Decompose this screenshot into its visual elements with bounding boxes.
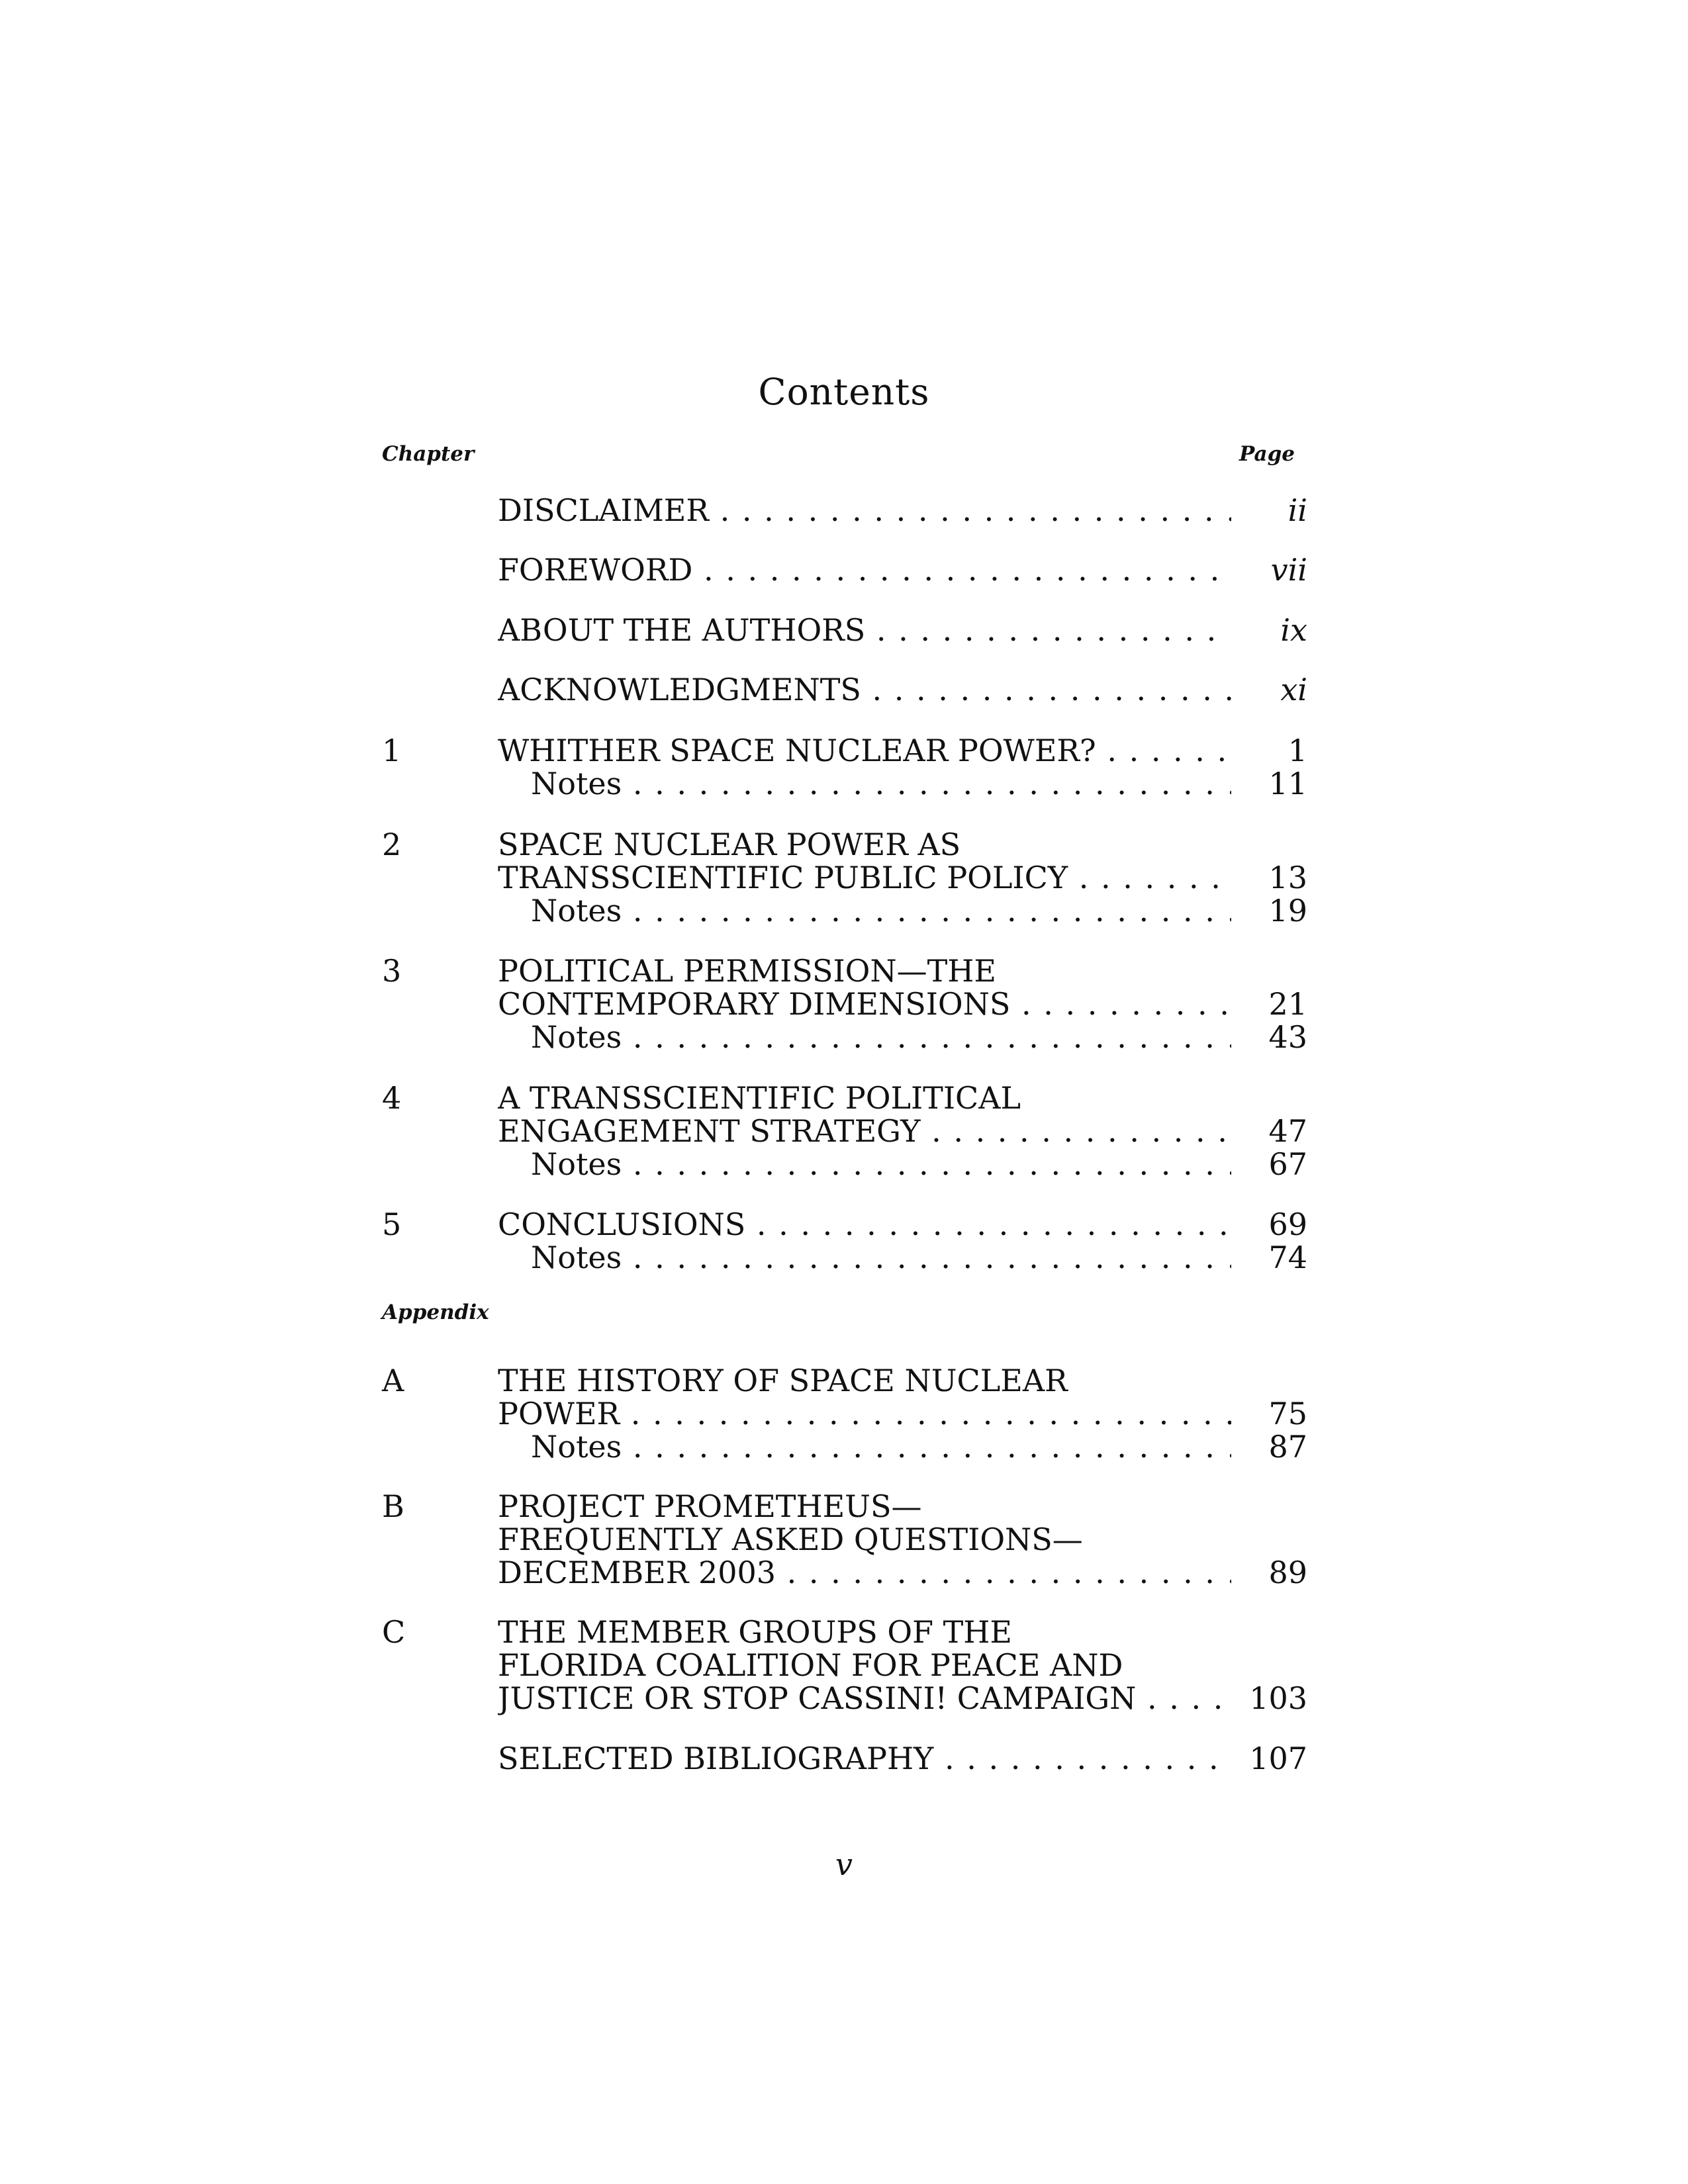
toc-entry-page: 107 xyxy=(1249,1741,1307,1776)
toc-chapter-2-line-2 xyxy=(382,860,1307,895)
toc-appendix-a-line-2 xyxy=(382,1396,1307,1431)
toc-entry-title: DISCLAIMER . . . xyxy=(498,493,1231,527)
notes-page: 11 xyxy=(1268,766,1307,801)
toc-entry-title: SELECTED BIBLIOGRAPHY . . . xyxy=(498,1741,1231,1776)
toc-entry-page: xi xyxy=(1280,672,1307,707)
notes-label: Notes . . . xyxy=(531,1240,1231,1275)
toc-entry-title: POWER . . . xyxy=(498,1396,1231,1431)
chapter-number: 5 xyxy=(382,1206,402,1242)
toc-entry-page: ix xyxy=(1280,612,1307,648)
notes-page: 87 xyxy=(1268,1429,1307,1465)
notes-page: 43 xyxy=(1268,1019,1307,1055)
toc-chapter-4-line-2 xyxy=(382,1114,1307,1148)
toc-appendix-a xyxy=(382,1363,1307,1398)
toc-entry-page: 103 xyxy=(1249,1680,1307,1716)
page-title: Contents xyxy=(758,371,930,413)
toc-entry-title: TRANSSCIENTIFIC PUBLIC POLICY . . . xyxy=(498,860,1231,895)
toc-chapter-3-notes xyxy=(382,1020,1307,1054)
notes-page: 19 xyxy=(1268,893,1307,929)
toc-appendix-c-line-2 xyxy=(382,1648,1307,1682)
toc-entry-title: FLORIDA COALITION FOR PEACE AND xyxy=(498,1648,1123,1682)
page-number: v xyxy=(835,1846,853,1882)
chapter-column-label: Chapter xyxy=(382,442,475,466)
toc-appendix-b xyxy=(382,1489,1307,1524)
toc-entry-title: JUSTICE OR STOP CASSINI! CAMPAIGN . . . xyxy=(498,1681,1231,1715)
toc-entry-title: ACKNOWLEDGMENTS . . . xyxy=(498,672,1231,707)
appendix-letter: B xyxy=(382,1488,404,1524)
toc-entry-about-the-authors xyxy=(382,613,1307,647)
toc-entry-page: 89 xyxy=(1268,1555,1307,1590)
toc-entry-title: ABOUT THE AUTHORS . . . xyxy=(498,613,1231,647)
toc-appendix-c-line-3 xyxy=(382,1681,1307,1715)
chapter-number: 2 xyxy=(382,827,402,862)
page-column-label: Page xyxy=(1239,442,1295,466)
toc-entry-page: 13 xyxy=(1268,860,1307,895)
notes-label: Notes . . . xyxy=(531,1430,1231,1464)
toc-appendix-b-line-3 xyxy=(382,1555,1307,1590)
toc-chapter-3 xyxy=(382,954,1307,988)
toc-entry-title: CONCLUSIONS . . . xyxy=(498,1207,1231,1242)
appendix-column-label: Appendix xyxy=(382,1300,489,1324)
toc-chapter-4 xyxy=(382,1081,1307,1115)
toc-entry-foreword xyxy=(382,553,1307,587)
toc-appendix-c xyxy=(382,1615,1307,1649)
toc-chapter-5-notes xyxy=(382,1240,1307,1275)
notes-page: 74 xyxy=(1268,1240,1307,1275)
notes-page: 67 xyxy=(1268,1146,1307,1182)
toc-entry-acknowledgments xyxy=(382,672,1307,707)
toc-entry-title: DECEMBER 2003 . . . xyxy=(498,1555,1231,1590)
toc-chapter-4-notes xyxy=(382,1147,1307,1181)
toc-chapter-1 xyxy=(382,733,1307,768)
toc-entry-bibliography xyxy=(382,1741,1307,1776)
toc-chapter-2-notes xyxy=(382,893,1307,928)
toc-entry-title: THE MEMBER GROUPS OF THE xyxy=(498,1615,1012,1649)
toc-entry-title: SPACE NUCLEAR POWER AS xyxy=(498,827,961,862)
toc-entry-title: ENGAGEMENT STRATEGY . . . xyxy=(498,1114,1231,1148)
toc-entry-page: 47 xyxy=(1268,1113,1307,1149)
toc-chapter-1-notes xyxy=(382,766,1307,801)
notes-label: Notes . . . xyxy=(531,1147,1231,1181)
toc-entry-title: PROJECT PROMETHEUS— xyxy=(498,1489,922,1524)
toc-entry-title: FOREWORD . . . xyxy=(498,553,1231,587)
toc-entry-page: vii xyxy=(1270,552,1307,588)
toc-appendix-a-notes xyxy=(382,1430,1307,1464)
toc-entry-page: 1 xyxy=(1288,733,1307,768)
notes-label: Notes . . . xyxy=(531,1020,1231,1054)
toc-chapter-5 xyxy=(382,1207,1307,1242)
toc-entry-title: FREQUENTLY ASKED QUESTIONS— xyxy=(498,1522,1083,1557)
toc-entry-page: ii xyxy=(1288,492,1307,528)
toc-entry-page: 75 xyxy=(1268,1396,1307,1432)
toc-entry-page: 69 xyxy=(1268,1206,1307,1242)
toc-entry-title: WHITHER SPACE NUCLEAR POWER? . . . xyxy=(498,733,1231,768)
notes-label: Notes . . . xyxy=(531,893,1231,928)
toc-chapter-3-line-2 xyxy=(382,987,1307,1021)
chapter-number: 1 xyxy=(382,733,402,768)
toc-entry-disclaimer xyxy=(382,493,1307,527)
toc-entry-page: 21 xyxy=(1268,986,1307,1022)
appendix-letter: C xyxy=(382,1614,406,1650)
chapter-number: 3 xyxy=(382,953,402,989)
toc-entry-title: A TRANSSCIENTIFIC POLITICAL xyxy=(498,1081,1021,1115)
appendix-letter: A xyxy=(382,1363,404,1398)
notes-label: Notes . . . xyxy=(531,766,1231,801)
toc-entry-title: POLITICAL PERMISSION—THE xyxy=(498,954,996,988)
toc-appendix-b-line-2 xyxy=(382,1522,1307,1557)
toc-entry-title: THE HISTORY OF SPACE NUCLEAR xyxy=(498,1363,1068,1398)
toc-entry-title: CONTEMPORARY DIMENSIONS . . . xyxy=(498,987,1231,1021)
toc-chapter-2 xyxy=(382,827,1307,862)
chapter-number: 4 xyxy=(382,1080,402,1116)
